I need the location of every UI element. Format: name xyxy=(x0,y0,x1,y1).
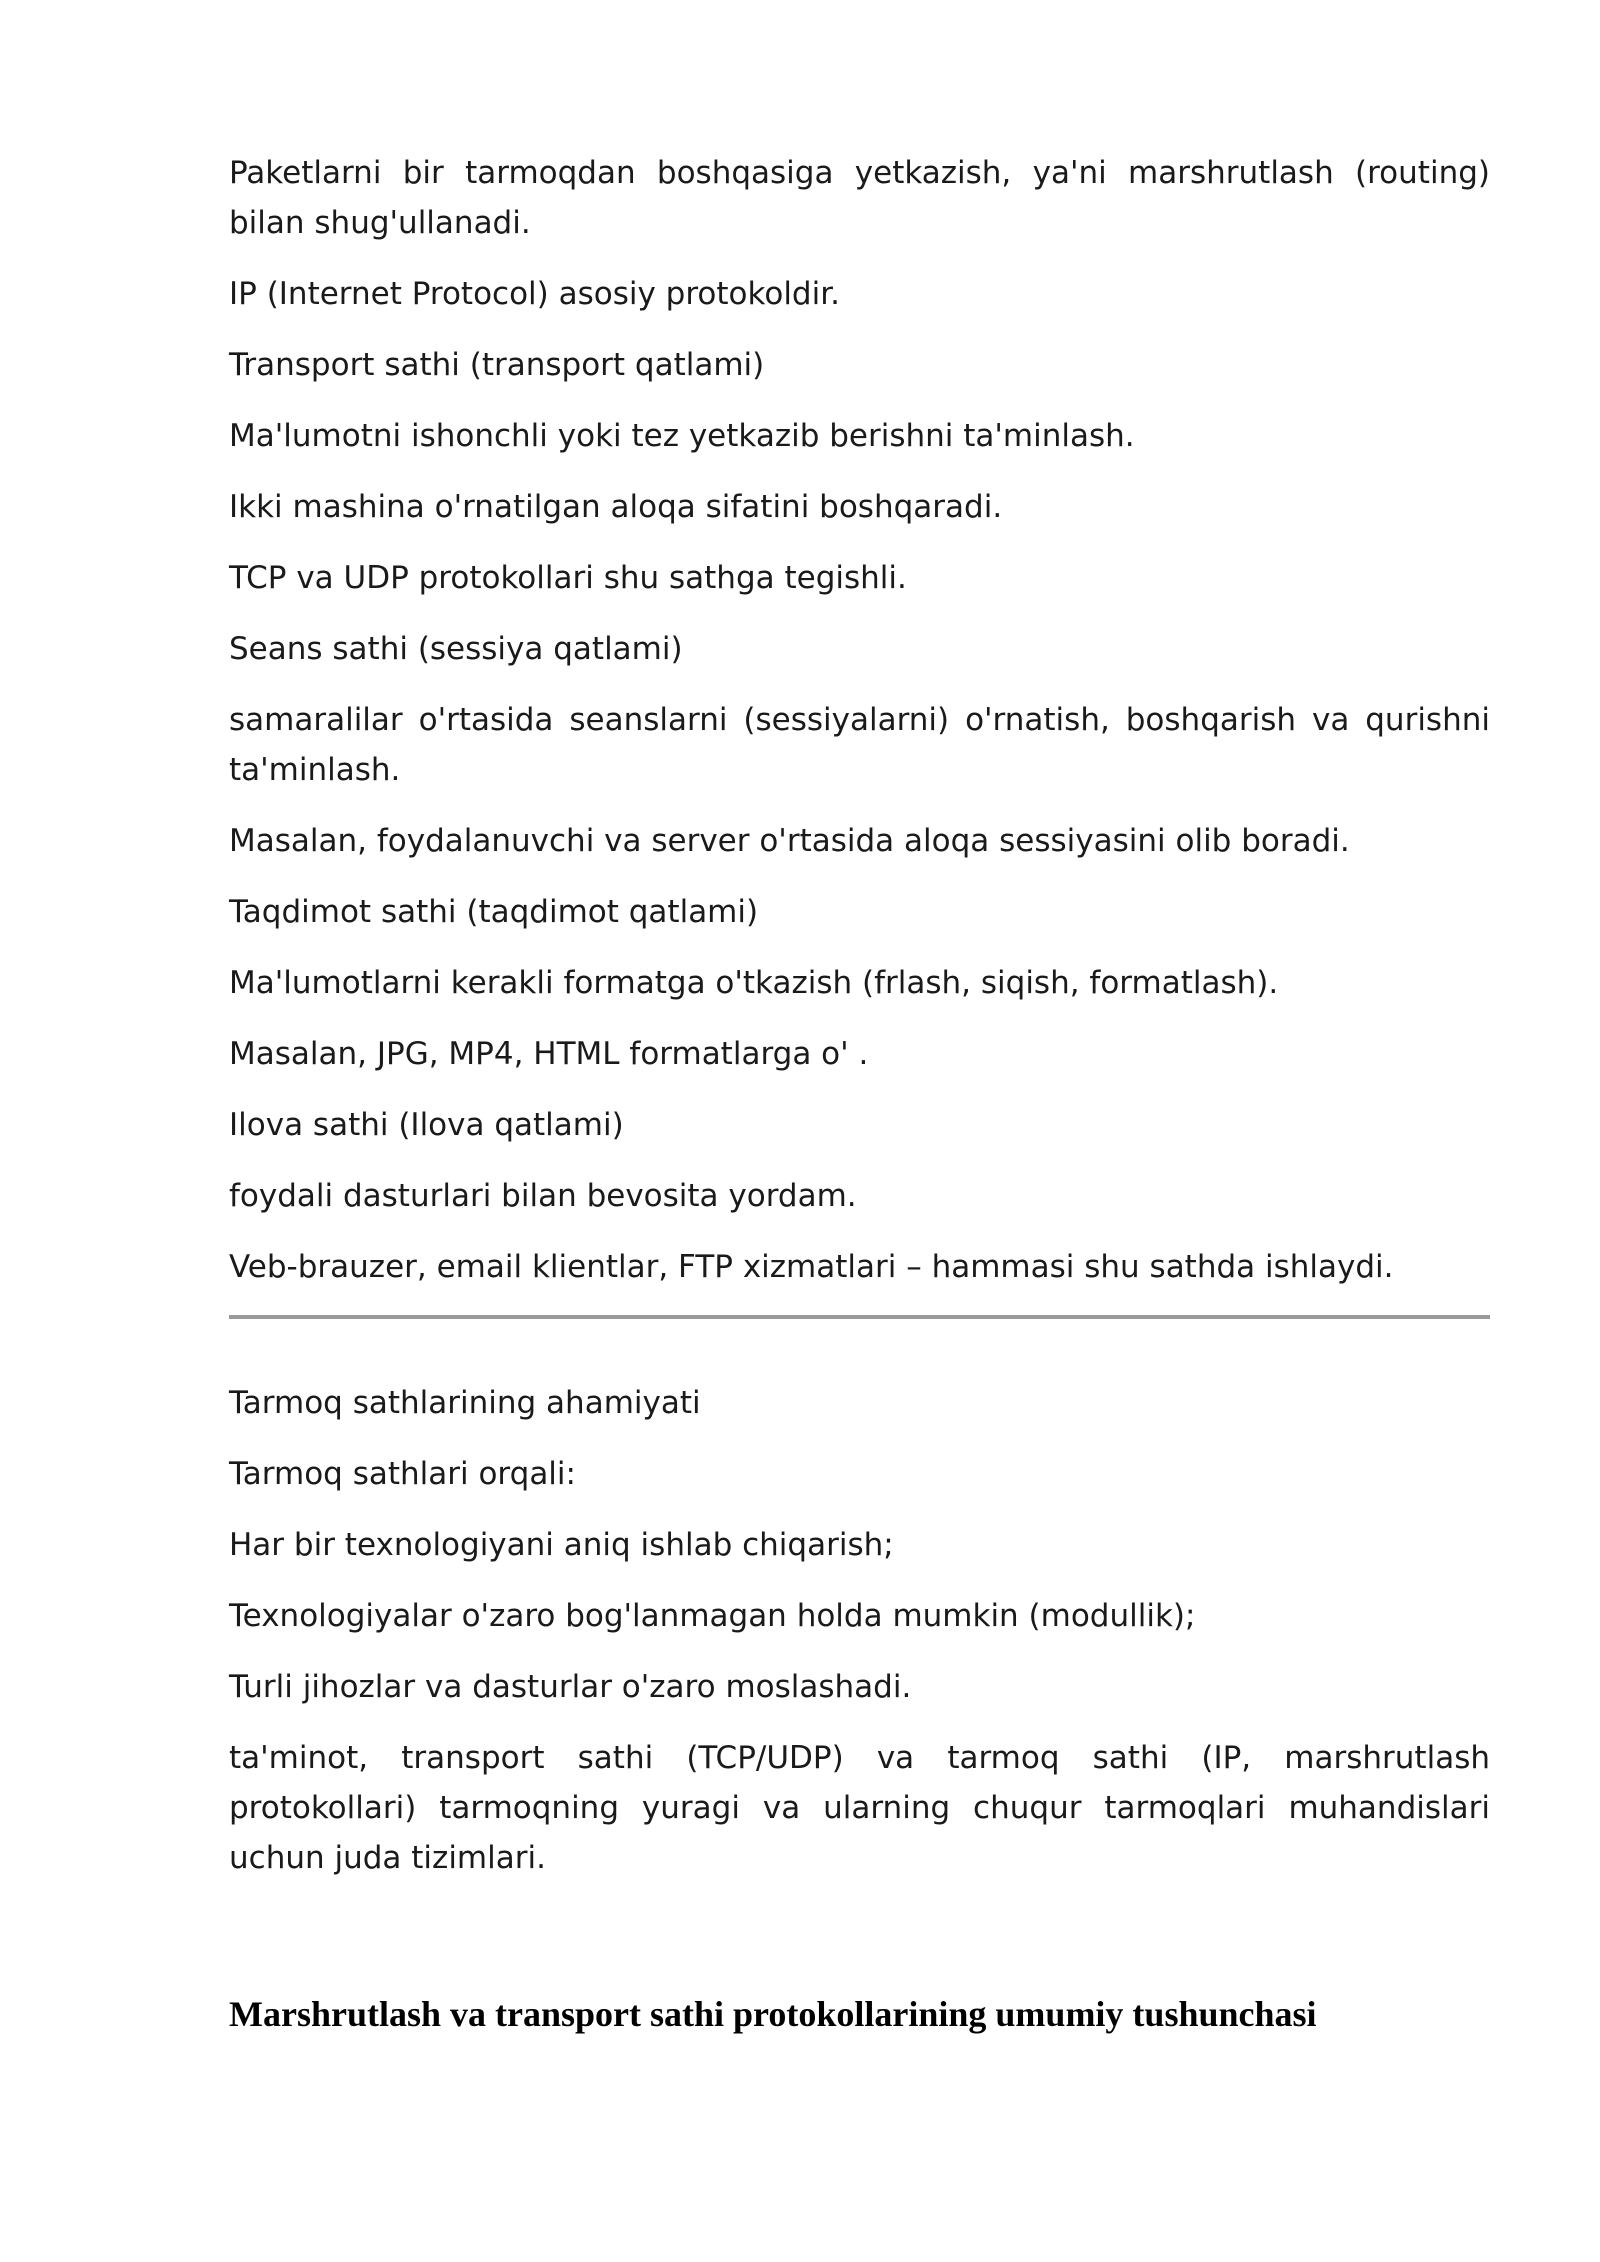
paragraph: Ikki mashina o'rnatilgan aloqa sifatini boshqaradi. xyxy=(229,489,1003,525)
paragraph: TCP va UDP protokollari shu sathga tegishli. xyxy=(229,560,907,596)
paragraph: Ma'lumotni ishonchli yoki tez yetkazib berishni ta'minlash. xyxy=(229,418,1135,454)
paragraph: Seans sathi (sessiya qatlami) xyxy=(229,631,683,667)
document-body xyxy=(229,148,1490,2039)
horizontal-rule xyxy=(229,1315,1490,1319)
paragraph: ta'minot, transport sathi (TCP/UDP) va tarmoq sathi (IP, marshrutlash protokollari) tarmoqning yuragi va ularning chuqur tarmoqlari muhandislari uchun juda tizimlari. xyxy=(229,1740,1490,1876)
paragraph: Paketlarni bir tarmoqdan boshqasiga yetkazish, ya'ni marshrutlash (routing) bilan shug'ullanadi. xyxy=(229,155,1490,241)
paragraph: samaralilar o'rtasida seanslarni (sessiyalarni) o'rnatish, boshqarish va qurishni ta'minlash. xyxy=(229,702,1490,788)
paragraph: Har bir texnologiyani aniq ishlab chiqarish; xyxy=(229,1527,894,1563)
paragraph: foydali dasturlari bilan bevosita yordam. xyxy=(229,1178,857,1214)
section-heading: Marshrutlash va transport sathi protokollarining umumiy tushunchasi xyxy=(229,1994,1317,2034)
paragraph: Turli jihozlar va dasturlar o'zaro moslashadi. xyxy=(229,1669,912,1705)
paragraph: Veb-brauzer, email klientlar, FTP xizmatlari – hammasi shu sathda ishlaydi. xyxy=(229,1249,1394,1285)
paragraph: Tarmoq sathlari orqali: xyxy=(229,1456,576,1492)
paragraph: Ma'lumotlarni kerakli formatga o'tkazish (frlash, siqish, formatlash). xyxy=(229,965,1279,1001)
paragraph: Transport sathi (transport qatlami) xyxy=(229,347,765,383)
paragraph: Masalan, foydalanuvchi va server o'rtasida aloqa sessiyasini olib boradi. xyxy=(229,823,1350,859)
paragraph: IP (Internet Protocol) asosiy protokoldir. xyxy=(229,276,840,312)
paragraph: Tarmoq sathlarining ahamiyati xyxy=(229,1385,701,1421)
paragraph: Texnologiyalar o'zaro bog'lanmagan holda mumkin (modullik); xyxy=(229,1598,1196,1634)
paragraph: Taqdimot sathi (taqdimot qatlami) xyxy=(229,894,759,930)
paragraph: Ilova sathi (Ilova qatlami) xyxy=(229,1107,624,1143)
paragraph: Masalan, JPG, MP4, HTML formatlarga o' . xyxy=(229,1036,869,1072)
spacer xyxy=(229,1904,1490,1989)
